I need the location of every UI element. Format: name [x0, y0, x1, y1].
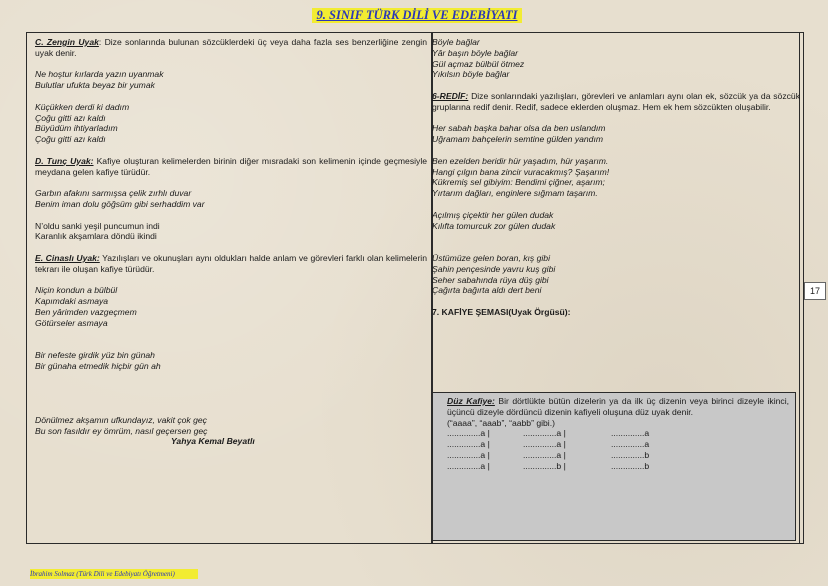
poem-line: Ben ezelden beridir hür yaşadım, hür yaşarım. — [432, 155, 609, 166]
cinasli-uyak-def: E. Cinaslı Uyak: Yazılışları ve okunuşları aynı oldukları halde anlam ve görevleri farklı olan kelimelerin tekrarı ile oluşan kafiye türüdür. — [35, 252, 427, 274]
poem-line: Açılmış çiçektir her gülen dudak — [432, 209, 554, 220]
poem-line: Şahin pençesinde yavru kuş gibi — [432, 263, 556, 274]
cinasli-uyak-heading: E. Cinaslı Uyak: — [35, 252, 100, 263]
right-column — [432, 37, 800, 318]
poem-line: Yâr başın böyle bağlar — [432, 47, 518, 58]
content-frame — [26, 32, 804, 544]
poem-line: Ne hoştur kırlarda yazın uyanmak — [35, 69, 164, 80]
poet-signature: Yahya Kemal Beyatlı — [171, 436, 255, 447]
poem-line: Her sabah başka bahar olsa da ben uslandım — [432, 123, 606, 134]
poem-line: Niçin kondun a bülbül — [35, 285, 118, 296]
duz-kafiye-heading: Düz Kafiye: — [447, 396, 495, 406]
duz-kafiye-def: Düz Kafiye: Bir dörtlükte bütün dizelerin ya da ilk üç dizenin veya birinci dizeyle ikinci, üçüncü dizeyle dördüncü dizenin kafiyeli oluşuna düz uyak denir. — [447, 396, 789, 417]
poem-line: Benim iman dolu göğsüm gibi serhaddim var — [35, 198, 205, 209]
duz-kafiye-box — [432, 392, 796, 541]
footer-author: İbrahim Solmaz (Türk Dili ve Edebiyatı Öğretmeni) — [30, 569, 198, 579]
zengin-uyak-def: C. Zengin Uyak: Dize sonlarında bulunan sözcüklerdeki üç veya daha fazla ses benzerliğine zengin uyak denir. — [35, 37, 427, 58]
scheme-row: ..............a | ..............a | ..............a — [447, 428, 650, 439]
poem-line: Böyle bağlar — [432, 37, 480, 47]
poem-line: Karanlık akşamlara döndü ikindi — [35, 231, 157, 242]
poem-line: Çoğu gitti azı kaldı — [35, 112, 106, 123]
page-number: 17 — [804, 282, 826, 300]
tunc-uyak-heading: D. Tunç Uyak: — [35, 155, 94, 166]
poem-line: Üstümüze gelen boran, kış gibi — [432, 252, 550, 263]
poem-line: Küçükken derdi ki dadım — [35, 101, 130, 112]
left-column — [35, 37, 427, 447]
poem-line: Kılıfta tomurcuk zor gülen dudak — [432, 220, 556, 231]
scheme-row: ..............a | ..............a | ..............b — [447, 449, 650, 460]
poem-line: Uğramam bahçelerin semtine gülden yandım — [432, 134, 604, 145]
poem-line: Gül açmaz bülbül ötmez — [432, 58, 525, 69]
poem-line: Bulutlar ufukta beyaz bir yumak — [35, 80, 155, 91]
kafiye-semasi-heading: 7. KAFİYE ŞEMASI(Uyak Örgüsü): — [432, 306, 571, 317]
zengin-uyak-heading: C. Zengin Uyak — [35, 37, 99, 47]
scheme-row: ..............a | ..............a | ..............a — [447, 439, 650, 450]
poem-line: Yıkılsın böyle bağlar — [432, 69, 510, 80]
poem-line: Çağırta bağırta aldı dert beni — [432, 285, 542, 296]
poem-line: Kapımdaki asmaya — [35, 296, 109, 307]
poem-line: Seher sabahında rüya düş gibi — [432, 274, 549, 285]
poem-line: Hangi çılgın bana zincir vuracakmış? Şaşarım! — [432, 166, 610, 177]
tunc-uyak-def: D. Tunç Uyak: Kafiye oluşturan kelimelerden birinin diğer mısradaki son kelimenin içinde geçmesiyle meydana gelen kafiye türüdür. — [35, 155, 428, 177]
poem-line: Ben yârimden vazgeçmem — [35, 306, 137, 317]
poem-line: Çoğu gitti azı kaldı — [35, 134, 106, 145]
poem-line: Götürseler asmaya — [35, 317, 108, 328]
kafiye-patterns: (“aaaa”, “aaab”, “aabb” gibi.) — [447, 417, 555, 428]
redif-heading: 6-REDİF: — [432, 90, 469, 101]
redif-def: 6-REDİF: Dize sonlarındaki yazılışları, görevleri ve anlamları aynı olan ek, sözcük ya da sözcük gruplarına redif denir. Redif, sadece eklerden oluşmaz. Hem ek hem sözcükten oluşabilir. — [432, 90, 800, 112]
poem-line: N’oldu sanki yeşil puncumun indi — [35, 220, 160, 231]
poem-line: Kükremiş sel gibiyim: Bendimi çiğner, aşarım; — [432, 177, 605, 188]
poem-line: Yırtarım dağları, enginlere sığmam taşarım. — [432, 188, 598, 199]
poem-line: Bir nefeste girdik yüz bin günah — [35, 350, 155, 361]
poem-line: Dönülmez akşamın ufkundayız, vakit çok geç — [35, 414, 207, 425]
scheme-row: ..............a | ..............b | ..............b — [447, 460, 650, 471]
poem-line: Garbın afakını sarmışsa çelik zırhlı duvar — [35, 188, 192, 199]
poem-line: Büyüdüm ihtiyarladım — [35, 123, 118, 134]
poem-line: Bu son fasıldır ey ömrüm, nasıl geçersen geç — [35, 425, 208, 436]
page-header: 9. SINIF TÜRK DİLİ VE EDEBİYATI — [312, 8, 522, 23]
poem-line: Bir günaha etmedik hiçbir gün ah — [35, 360, 161, 371]
